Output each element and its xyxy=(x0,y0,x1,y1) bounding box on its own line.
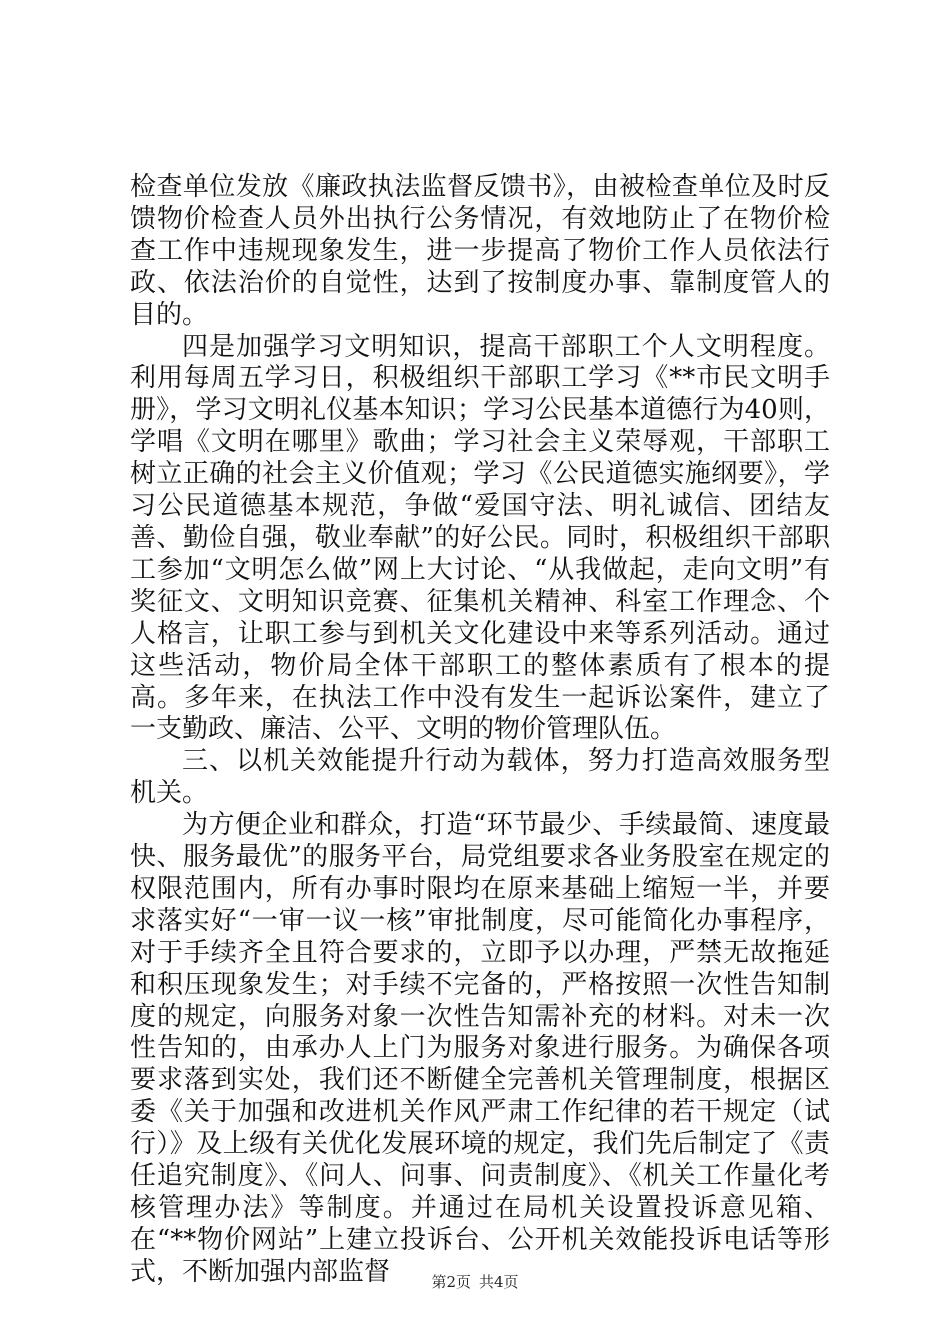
document-body xyxy=(130,172,830,1289)
page-number: 第2页 xyxy=(431,1273,471,1291)
paragraph-service-platform: 为方便企业和群众，打造“环节最少、手续最简、速度最快、服务最优”的服务平台，局党组要求各业务股室在规定的权限范围内，所有办事时限均在原来基础上缩短一半，并要求落实好“一审一议一核”审批制度，尽可能简化办事程序，对于手续齐全且符合要求的，立即予以办理，严禁无故拖延和积压现象发生；对手续不完备的，严格按照一次性告知制度的规定，向服务对象一次性告知需补充的材料。对未一次性告知的，由承办人上门为服务对象进行服务。为确保各项要求落到实处，我们还不断健全完善机关管理制度，根据区委《关于加强和改进机关作风严肃工作纪律的若干规定（试行）》及上级有关优化发展环境的规定，我们先后制定了《责任追究制度》、《问人、问事、问责制度》、《机关工作量化考核管理办法》等制度。并通过在局机关设置投诉意见箱、在“**物价网站”上建立投诉台、公开机关效能投诉电话等形式，不断加强内部监督 xyxy=(130,810,830,1287)
page-total: 共4页 xyxy=(479,1273,519,1291)
paragraph-continuation: 检查单位发放《廉政执法监督反馈书》，由被检查单位及时反馈物价检查人员外出执行公务情况，有效地防止了在物价检查工作中违规现象发生，进一步提高了物价工作人员依法行政、依法治价的自觉性，达到了按制度办事、靠制度管人的目的。 xyxy=(130,172,830,330)
page-footer xyxy=(0,1271,950,1292)
paragraph-civility-study: 四是加强学习文明知识，提高干部职工个人文明程度。利用每周五学习日，积极组织干部职工学习《**市民文明手册》，学习文明礼仪基本知识；学习公民基本道德行为40则，学唱《文明在哪里》歌曲；学习社会主义荣辱观，干部职工树立正确的社会主义价值观；学习《公民道德实施纲要》，学习公民道德基本规范，争做“爱国守法、明礼诚信、团结友善、勤俭自强，敬业奉献”的好公民。同时，积极组织干部职工参加“文明怎么做”网上大讨论、“从我做起，走向文明”有奖征文、文明知识竞赛、征集机关精神、科室工作理念、个人格言，让职工参与到机关文化建设中来等系列活动。通过这些活动，物价局全体干部职工的整体素质有了根本的提高。多年来，在执法工作中没有发生一起诉讼案件，建立了一支勤政、廉洁、公平、文明的物价管理队伍。 xyxy=(130,331,830,745)
section-heading-efficiency: 三、以机关效能提升行动为载体，努力打造高效服务型机关。 xyxy=(130,746,830,809)
